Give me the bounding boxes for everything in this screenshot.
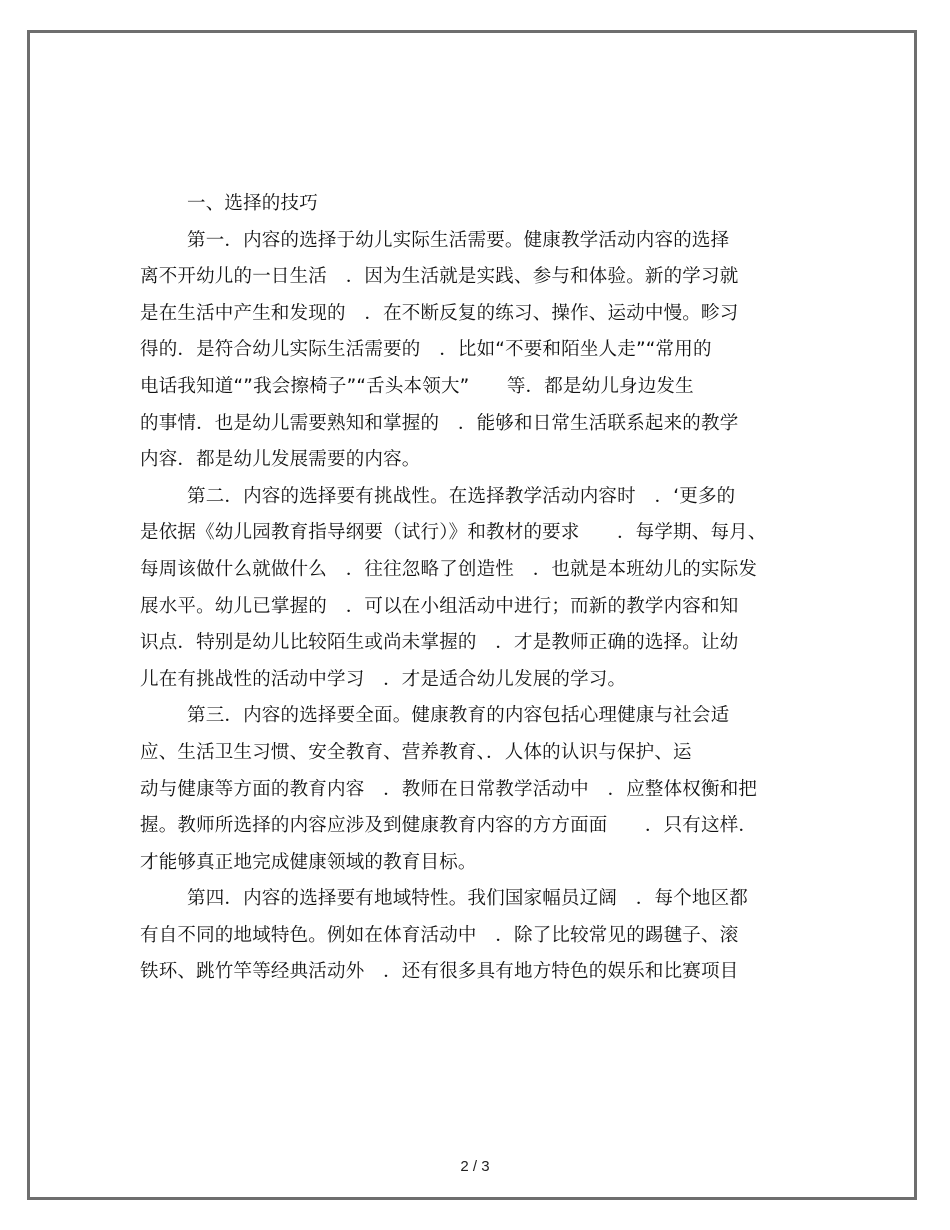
text-line: 离不开幼儿的一日生活 ．因为生活就是实践、参与和体验。新的学习就 <box>140 266 739 288</box>
text-line: 每周该做什么就做什么 ．往往忽略了创造性 ．也就是本班幼儿的实际发 <box>140 558 758 580</box>
text-line: 识点．特别是幼儿比较陌生或尚未掌握的 ．才是教师正确的选择。让幼 <box>140 632 739 654</box>
page-number: 2 / 3 <box>460 1158 490 1175</box>
text-line: 才能够真正地完成健康领域的教育目标。 <box>140 851 477 873</box>
text-line: 是依据《幼儿园教育指导纲要（试行）》和教材的要求 ．每学期、每月、 <box>140 522 767 544</box>
text-line: 儿在有挑战性的活动中学习 ．才是适合幼儿发展的学习。 <box>140 668 627 690</box>
text-line: 第三．内容的选择要全面。健康教育的内容包括心理健康与社会适 <box>187 705 730 727</box>
text-line: 的事情．也是幼儿需要熟知和掌握的 ．能够和日常生活联系起来的教学 <box>140 412 739 434</box>
text-line: 展水平。幼儿已掌握的 ．可以在小组活动中进行；而新的教学内容和知 <box>140 595 739 617</box>
text-line: 是在生活中产生和发现的 ．在不断反复的练习、操作、运动中慢。畛习 <box>140 302 739 324</box>
text-line: 有自不同的地域特色。例如在体育活动中 ．除了比较常见的踢毽子、滚 <box>140 924 739 946</box>
text-line: 握。教师所选择的内容应涉及到健康教育内容的方方面面 ．只有这样． <box>140 815 758 837</box>
text-line: 应、生活卫生习惯、安全教育、营养教育、．人体的认识与保护、运 <box>140 741 692 763</box>
text-line: 电话我知道“”我会擦椅子”“舌头本领大” 等．都是幼儿身边发生 <box>140 375 694 397</box>
text-line: 第一．内容的选择于幼儿实际生活需要。健康教学活动内容的选择 <box>187 229 730 251</box>
document-body <box>140 186 830 991</box>
text-line: 第二．内容的选择要有挑战性。在选择教学活动内容时 ．‘更多的 <box>187 485 736 507</box>
text-line: 得的．是符合幼儿实际生活需要的 ．比如“不要和陌坐人走”“常用的 <box>140 339 712 361</box>
text-line: 一、选择的技巧 <box>187 193 318 214</box>
text-line: 铁环、跳竹竿等经典活动外 ．还有很多具有地方特色的娱乐和比赛项目 <box>140 961 739 983</box>
text-line: 第四．内容的选择要有地域特性。我们国家幅员辽阔 ．每个地区都 <box>187 888 749 910</box>
text-line: 内容．都是幼儿发展需要的内容。 <box>140 449 421 471</box>
text-line: 动与健康等方面的教育内容 ．教师在日常教学活动中 ．应整体权衡和把 <box>140 778 758 800</box>
